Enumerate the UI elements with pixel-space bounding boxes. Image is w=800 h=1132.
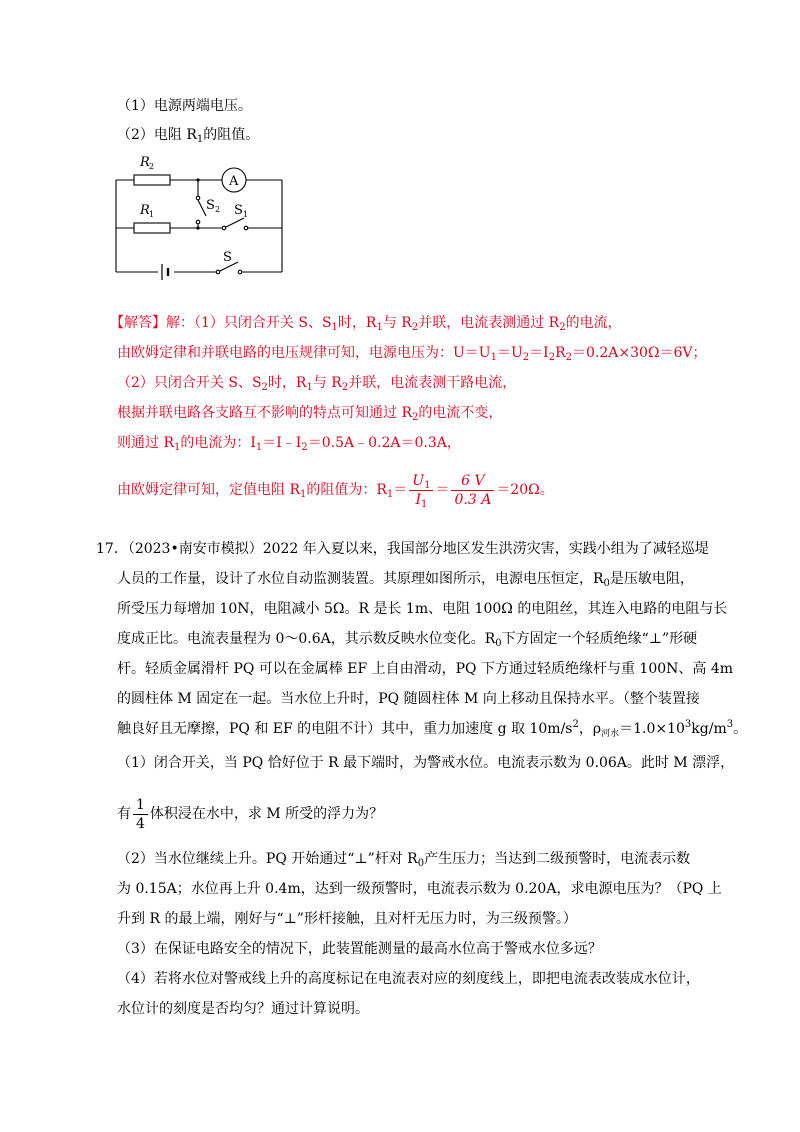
prev-question-2: （2）电阻 $R_1$的阻值。: [117, 127, 260, 145]
q17-sub2-line-3: 升到 R 的最上端，刚好与“⊥”形杆接触，且对杆无压力时，为三级预警。）: [117, 911, 577, 927]
svg-text:1: 1: [149, 210, 155, 219]
fraction-6v-over-03a: $\frac{6 V}{0.3 A}$: [451, 472, 494, 509]
answer-line-4: 根据并联电路各支路互不影响的特点可知通过 $R_2$的电流不变，: [117, 405, 503, 423]
q17-sub2-line-2: 为 0.15A；水位再上升 0.4m，达到一级预警时，电流表示数为 0.20A，求电源电压为？（PQ 上: [117, 881, 722, 897]
q17-sub2-line-1: （2）当水位继续上升。PQ 开始通过“⊥”杆对 $R_0$产生压力；当达到二级预警时，电流表示数: [117, 851, 691, 869]
q17-line-4: 度成正比。电流表量程为 0～0.6A，其示数反映水位变化。$R_0$下方固定一个轻质绝缘“⊥”形硬: [117, 631, 698, 649]
answer-line-3: （2）只闭合开关 S、$S_2$时，$R_1$与 $R_2$并联，电流表测干路电流，: [117, 375, 517, 393]
answer-line-1: 【解答】解：（1）只闭合开关 S、$S_1$时，$R_1$与 $R_2$并联，电流表测通过 $R_2$的电流，: [110, 315, 622, 333]
prev-question-1: （1）电源两端电压。: [117, 98, 252, 114]
q17-line-1: 17．（2023•南安市模拟）2022 年入夏以来，我国部分地区发生洪涝灾害，实践小组为了减轻巡堤: [96, 541, 709, 557]
q17-line-6: 的圆柱体 M 固定在一起。当水位上升时，PQ 随圆柱体 M 向上移动且保持水平。（整个装置接: [117, 691, 700, 707]
q17-line-2: 人员的工作量，设计了水位自动监测装置。其原理如图所示，电源电压恒定，$R_0$是压敏电阻，: [117, 571, 694, 589]
q17-sub4-line-1: （4）若将水位对警戒线上升的高度标记在电流表对应的刻度线上，即把电流表改装成水位计，: [117, 971, 700, 987]
label-r1: R: [140, 203, 150, 218]
ammeter-label: A: [229, 174, 239, 189]
battery: [162, 264, 168, 280]
svg-text:1: 1: [243, 210, 249, 219]
q17-sub1-line-1: （1）闭合开关，当 PQ 恰好位于 R 最下端时，为警戒水位。电流表示数为 0.06A。此时 M 漂浮，: [117, 755, 735, 771]
q17-line-5: 杆。轻质金属滑杆 PQ 可以在金属棒 EF 上自由滑动，PQ 下方通过轻质绝缘杆与重 100N、高 4m: [117, 661, 734, 677]
resistor-r1: [134, 223, 170, 233]
answer-line-5: 则通过 $R_1$的电流为：$I_1=I﹣I_2=0.5A﹣0.2A=0.3A$，: [117, 435, 461, 453]
answer-line-2: 由欧姆定律和并联电路的电压规律可知，电源电压为：$U=U_1=U_2=I_2R_2=0.2A\times 30\Omega=6V$；: [117, 345, 707, 363]
q17-line-7: 触良好且无摩擦，PQ 和 EF 的电阻不计）其中，重力加速度 g 取 $10m/s^2$，$\rho_{河水}=1.0\times 10^3kg/m^3$。: [117, 719, 748, 739]
label-s1: S: [234, 203, 243, 218]
circuit-diagram: [110, 150, 290, 282]
resistor-r2: [134, 175, 170, 185]
q17-sub3: （3）在保证电路安全的情况下，此装置能测量的最高水位高于警戒水位多远？: [117, 941, 602, 957]
q17-sub1-line-2: 有 $\frac{1}{4}$ 体积浸在水中，求 M 所受的浮力为？: [117, 796, 384, 832]
q17-sub4-line-2: 水位计的刻度是否均匀？通过计算说明。: [117, 1001, 369, 1017]
fraction-one-quarter: $\frac{1}{4}$: [133, 796, 148, 833]
svg-text:2: 2: [215, 205, 221, 214]
label-s: S: [223, 250, 232, 265]
fraction-u1-over-i1: $\frac{U_1}{I_1}$: [409, 472, 433, 509]
svg-text:2: 2: [149, 162, 155, 171]
label-r2: R: [140, 155, 150, 170]
q17-line-3: 所受压力每增加 10N，电阻减小 5Ω。R 是长 1m、电阻 100Ω 的电阻丝，其连入电路的电阻与长: [117, 601, 728, 617]
answer-line-6: 由欧姆定律可知，定值电阻 $R_1$的阻值为：$R_1=$ $\frac{U_1}{I_1}$ ＝ $\frac{6 V}{0.3 A}$ ＝20Ω。: [117, 472, 554, 510]
label-s2: S: [206, 198, 215, 213]
